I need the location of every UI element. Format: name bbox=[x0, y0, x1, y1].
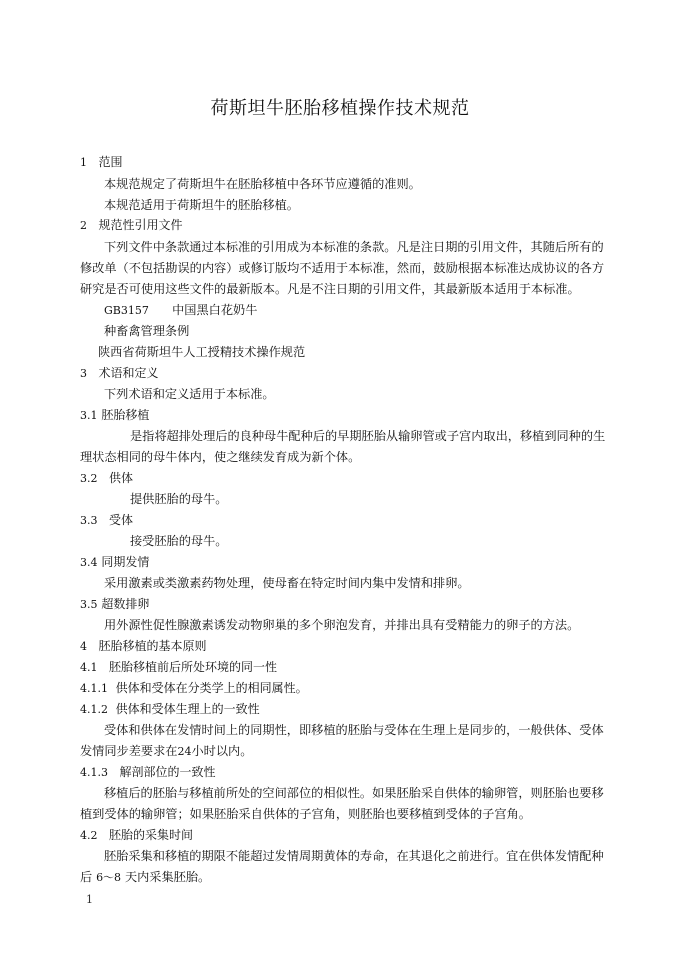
paragraph-line: 理状态相同的母牛体内，使之继续发育成为新个体。 bbox=[80, 450, 361, 464]
paragraph-line: 胚胎采集和移植的期限不能超过发情周期黄体的寿命，在其退化之前进行。宜在供体发情配种 bbox=[104, 849, 604, 863]
section-heading: 3 术语和定义 bbox=[80, 366, 159, 380]
paragraph-line: 采用激素或类激素药物处理，使母畜在特定时间内集中发情和排卵。 bbox=[104, 576, 470, 590]
subsection-heading: 4.2 胚胎的采集时间 bbox=[80, 828, 193, 842]
paragraph-line: 发情同步差要求在24小时以内。 bbox=[80, 744, 253, 758]
subsection-heading: 3.4 同期发情 bbox=[80, 555, 150, 569]
document-title: 荷斯坦牛胚胎移植操作技术规范 bbox=[210, 98, 470, 119]
section-heading: 1 范围 bbox=[80, 155, 123, 169]
paragraph-line: 是指将超排处理后的良种母牛配种后的早期胚胎从输卵管或子宫内取出，移植到同种的生 bbox=[130, 429, 606, 443]
section-heading: 2 规范性引用文件 bbox=[80, 218, 183, 232]
subsection-heading: 4.1.3 解剖部位的一致性 bbox=[80, 765, 216, 779]
paragraph-line: 植到受体的输卵管；如果胚胎采自供体的子宫角，则胚胎也要移植到受体的子宫角。 bbox=[80, 807, 531, 821]
subsection-heading: 3.3 受体 bbox=[80, 513, 133, 527]
subsection-heading: 3.1 胚胎移植 bbox=[80, 408, 150, 422]
reference-item: GB3157 中国黑白花奶牛 bbox=[104, 303, 258, 317]
paragraph-line: 下列文件中条款通过本标准的引用成为本标准的条款。凡是注日期的引用文件，其随后所有的 bbox=[104, 240, 604, 254]
subsection-heading: 4.1 胚胎移植前后所处环境的同一性 bbox=[80, 660, 277, 674]
reference-item: 陕西省荷斯坦牛人工授精技术操作规范 bbox=[98, 345, 306, 359]
subsection-heading: 3.5 超数排卵 bbox=[80, 597, 150, 611]
page-number: 1 bbox=[86, 893, 93, 906]
section-heading: 4 胚胎移植的基本原则 bbox=[80, 639, 207, 653]
paragraph-line: 修改单（不包括勘误的内容）或修订版均不适用于本标准，然而，鼓励根据本标准达成协议的各方 bbox=[80, 261, 605, 275]
paragraph-line: 研究是否可使用这些文件的最新版本。凡是不注日期的引用文件，其最新版本适用于本标准。 bbox=[80, 282, 580, 296]
paragraph-line: 下列术语和定义适用于本标准。 bbox=[104, 387, 275, 401]
subsection-heading: 4.1.1 供体和受体在分类学上的相同属性。 bbox=[80, 681, 308, 695]
paragraph-line: 接受胚胎的母牛。 bbox=[130, 534, 228, 548]
paragraph-line: 本规范适用于荷斯坦牛的胚胎移植。 bbox=[104, 198, 299, 212]
paragraph-line: 移植后的胚胎与移植前所处的空间部位的相似性。如果胚胎采自供体的输卵管，则胚胎也要移 bbox=[104, 786, 604, 800]
paragraph-line: 受体和供体在发情时间上的同期性，即移植的胚胎与受体在生理上是同步的，一般供体、受体 bbox=[104, 723, 604, 737]
paragraph-line: 本规范规定了荷斯坦牛在胚胎移植中各环节应遵循的准则。 bbox=[104, 177, 421, 191]
paragraph-line: 后 6～8 天内采集胚胎。 bbox=[80, 870, 211, 884]
paragraph-line: 用外源性促性腺激素诱发动物卵巢的多个卵泡发育，并排出具有受精能力的卵子的方法。 bbox=[104, 618, 580, 632]
reference-item: 种畜禽管理条例 bbox=[104, 324, 190, 338]
paragraph-line: 提供胚胎的母牛。 bbox=[130, 492, 228, 506]
subsection-heading: 4.1.2 供体和受体生理上的一致性 bbox=[80, 702, 260, 716]
subsection-heading: 3.2 供体 bbox=[80, 471, 133, 485]
